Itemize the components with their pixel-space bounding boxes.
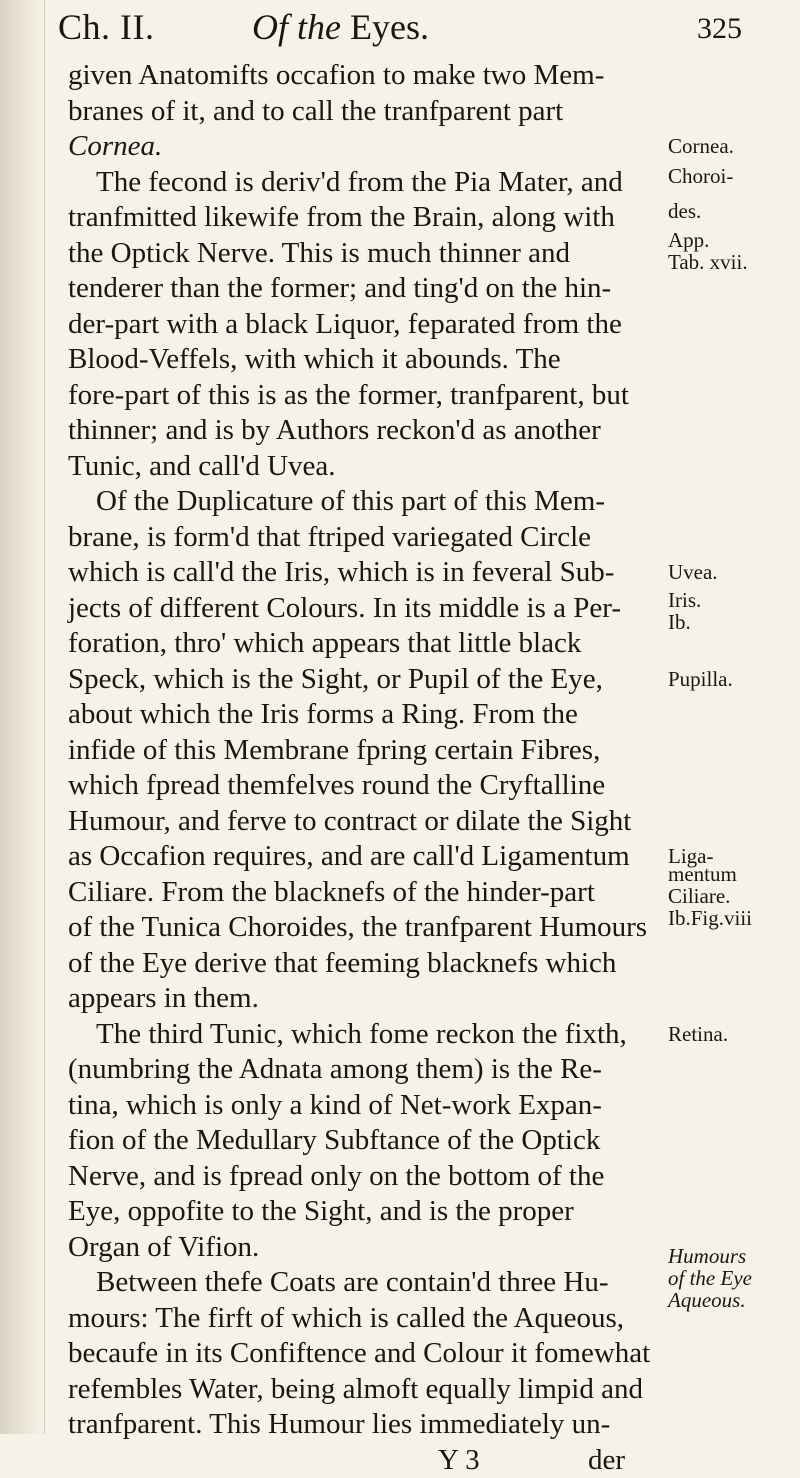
text-line: Humour, and ferve to contract or dilate the Sight: [68, 804, 668, 840]
catchword: der: [588, 1443, 625, 1478]
text-line: of the Tunica Choroides, the tranfparent Humours: [68, 910, 668, 946]
margin-note-choroides: [668, 165, 733, 187]
text-line: The fecond is deriv'd from the Pia Mater, and: [68, 165, 668, 201]
margin-note-cornea: Cornea.: [668, 129, 734, 165]
margin-note-line: des.: [668, 200, 701, 222]
text-line: Cornea.: [68, 129, 668, 165]
signature-line: [68, 1443, 668, 1478]
text-line: mours: The firft of which is called the Aqueous,: [68, 1301, 668, 1337]
text-line: Tunic, and call'd Uvea.: [68, 449, 668, 485]
text-line: becaufe in its Confiftence and Colour it fomewhat: [68, 1336, 668, 1372]
margin-note-iris: [668, 589, 701, 633]
text-line: (numbring the Adnata among them) is the Re-: [68, 1052, 668, 1088]
text-line: which fpread themfelves round the Cryftalline: [68, 768, 668, 804]
margin-note-line: App.: [668, 229, 748, 251]
text-line: branes of it, and to call the tranfparent part: [68, 94, 668, 130]
text-line: jects of different Colours. In its middle is a Per-: [68, 591, 668, 627]
text-line: of the Eye derive that feeming blacknefs which: [68, 946, 668, 982]
text-line: given Anatomifts occafion to make two Mem-: [68, 58, 668, 94]
text-line: Ciliare. From the blacknefs of the hinder-part: [68, 875, 668, 911]
margin-note-line: Ciliare.: [668, 885, 752, 907]
running-title-word: Eyes.: [350, 7, 429, 47]
margin-note-line: Iris.: [668, 589, 701, 611]
text-line: as Occafion requires, and are call'd Ligamentum: [68, 839, 668, 875]
text-line: der-part with a black Liquor, feparated from the: [68, 307, 668, 343]
margin-note-pupilla: Pupilla.: [668, 662, 733, 698]
text-line: The third Tunic, which fome reckon the fixth,: [68, 1017, 668, 1053]
running-title-prefix: Of the: [252, 7, 341, 47]
text-line: tenderer than the former; and ting'd on the hin-: [68, 271, 668, 307]
text-line: Nerve, and is fpread only on the bottom of the: [68, 1159, 668, 1195]
text-line: Eye, oppofite to the Sight, and is the proper: [68, 1194, 668, 1230]
text-line: fore-part of this is as the former, tranfparent, but: [68, 378, 668, 414]
text-line: appears in them.: [68, 981, 668, 1017]
margin-note-line: Tab. xvii.: [668, 251, 748, 273]
text-line: tranfparent. This Humour lies immediately un-: [68, 1407, 668, 1443]
text-line: fion of the Medullary Subftance of the Optick: [68, 1123, 668, 1159]
margin-note-line: of the Eye: [668, 1267, 752, 1289]
margin-note-humours: [668, 1245, 752, 1311]
text-line: Blood-Veffels, with which it abounds. The: [68, 342, 668, 378]
text-line: infide of this Membrane fpring certain Fibres,: [68, 733, 668, 769]
text-line: thinner; and is by Authors reckon'd as another: [68, 413, 668, 449]
text-line: tina, which is only a kind of Net-work Expan-: [68, 1088, 668, 1124]
margin-note-line: Humours: [668, 1245, 752, 1267]
text-line: tranfmitted likewife from the Brain, along with: [68, 200, 668, 236]
margin-note-line: Aqueous.: [668, 1289, 752, 1311]
text-line: Speck, which is the Sight, or Pupil of the Eye,: [68, 662, 668, 698]
margin-note-retina: Retina.: [668, 1017, 728, 1053]
page-number: 325: [697, 4, 742, 54]
text-line: Organ of Vifion.: [68, 1230, 668, 1266]
body-text: [68, 58, 668, 1478]
margin-note-line: Ib.Fig.viii: [668, 907, 752, 929]
text-line: which is call'd the Iris, which is in feveral Sub-: [68, 555, 668, 591]
text-line: Between thefe Coats are contain'd three Hu-: [68, 1265, 668, 1301]
margin-note-ligamentum-cont: [668, 863, 752, 929]
signature-mark: Y 3: [438, 1444, 480, 1476]
margin-note-ligamentum: Liga-: [668, 839, 713, 875]
running-title: [252, 2, 429, 52]
text-line: brane, is form'd that ftriped variegated Circle: [68, 520, 668, 556]
chapter-number: Ch. II.: [58, 2, 155, 52]
text-line: foration, thro' which appears that little black: [68, 626, 668, 662]
text-line: refembles Water, being almoft equally limpid and: [68, 1372, 668, 1408]
text-line: about which the Iris forms a Ring. From the: [68, 697, 668, 733]
text-line: Of the Duplicature of this part of this Mem-: [68, 484, 668, 520]
margin-note-plate: [668, 229, 748, 273]
margin-note-line: mentum: [668, 863, 752, 885]
margin-note-line: Ib.: [668, 611, 701, 633]
margin-note-choroides-cont: [668, 200, 701, 222]
margin-note-line: Choroi-: [668, 165, 733, 187]
margin-note-uvea: Uvea.: [668, 555, 718, 591]
running-head: [52, 2, 742, 52]
text-line: the Optick Nerve. This is much thinner and: [68, 236, 668, 272]
